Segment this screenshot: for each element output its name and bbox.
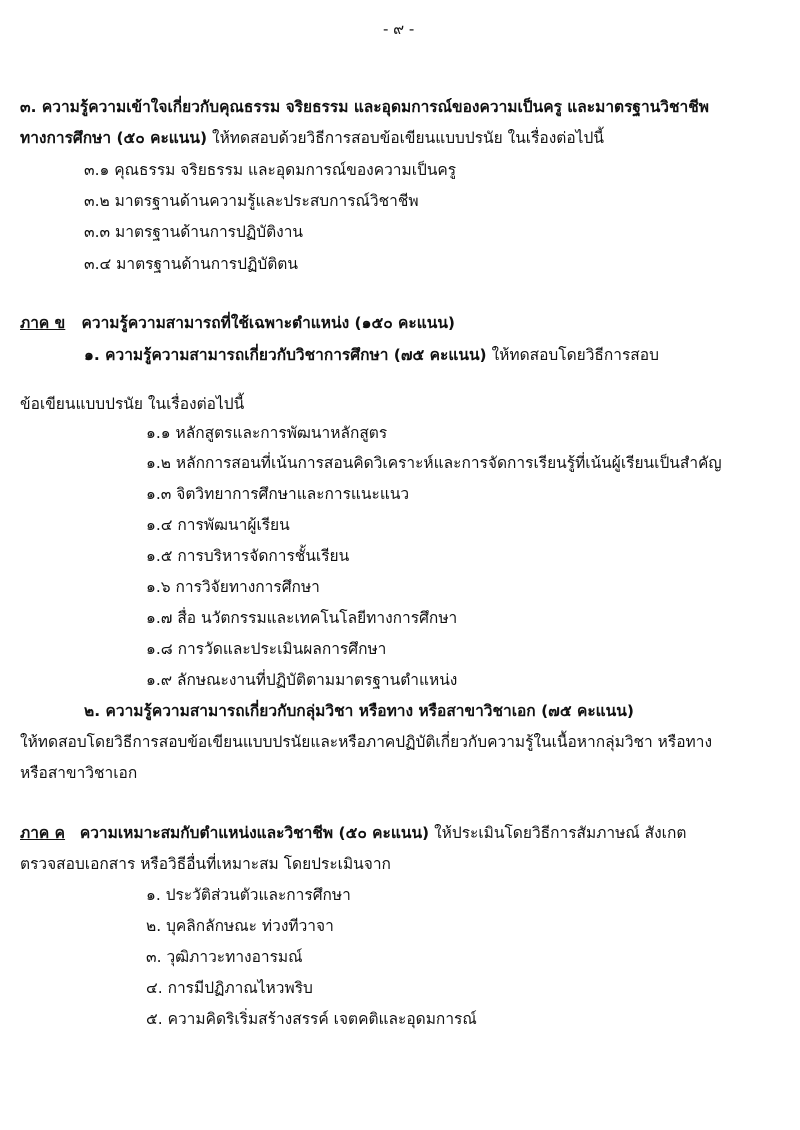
part-c-item: ๑. ประวัติส่วนตัวและการศึกษา (146, 886, 351, 904)
part-c-heading (20, 822, 686, 844)
section3-heading-line2 (20, 127, 604, 149)
part-c-item: ๕. ความคิดริเริ่มสร้างสรรค์ เจตคติและอุดมการณ์ (146, 1010, 477, 1028)
section3-heading-bold: ทางการศึกษา (๕๐ คะแนน) (20, 129, 208, 147)
part-c-title: ความเหมาะสมกับตำแหน่งและวิชาชีพ (๕๐ คะแนน) (79, 824, 430, 842)
part-b-heading (20, 312, 455, 334)
part-b-item: ๑.๔ การพัฒนาผู้เรียน (146, 516, 290, 534)
part-b-sub1-bold: ๑. ความรู้ความสามารถเกี่ยวกับวิชาการศึกษา (๗๕ คะแนน) (84, 346, 487, 364)
part-b-sub1-line2: ข้อเขียนแบบปรนัย ในเรื่องต่อไปนี้ (20, 395, 245, 413)
page-number: - ๙ - (383, 20, 415, 38)
section3-item: ๓.๓ มาตรฐานด้านการปฏิบัติงาน (84, 223, 304, 241)
part-b-sub2: ๒. ความรู้ความสามารถเกี่ยวกับกลุ่มวิชา หรือทาง หรือสาขาวิชาเอก (๗๕ คะแนน) (84, 702, 634, 720)
part-b-item: ๑.๘ การวัดและประเมินผลการศึกษา (146, 640, 387, 658)
part-b-sub1-rest: ให้ทดสอบโดยวิธีการสอบ (491, 346, 659, 364)
part-c-item: ๔. การมีปฏิภาณไหวพริบ (146, 979, 313, 997)
section3-item: ๓.๔ มาตรฐานด้านการปฏิบัติตน (84, 255, 298, 273)
part-b-sub1 (84, 344, 659, 366)
part-b-sub2-line2: หรือสาขาวิชาเอก (20, 764, 138, 782)
section3-heading-rest: ให้ทดสอบด้วยวิธีการสอบข้อเขียนแบบปรนัย ในเรื่องต่อไปนี้ (212, 129, 604, 147)
part-c-label: ภาค ค (20, 824, 66, 842)
part-b-item: ๑.๗ สื่อ นวัตกรรมและเทคโนโลยีทางการศึกษา (146, 609, 458, 627)
part-b-item: ๑.๕ การบริหารจัดการชั้นเรียน (146, 547, 350, 565)
part-c-item: ๒. บุคลิกลักษณะ ท่วงทีวาจา (146, 917, 334, 935)
part-b-sub2-line1: ให้ทดสอบโดยวิธีการสอบข้อเขียนแบบปรนัยและหรือภาคปฏิบัติเกี่ยวกับความรู้ในเนื้อหากลุ่มวิชา หรือทาง (20, 733, 713, 751)
part-b-item: ๑.๑ หลักสูตรและการพัฒนาหลักสูตร (146, 424, 388, 442)
part-c-title-rest: ให้ประเมินโดยวิธีการสัมภาษณ์ สังเกต (434, 824, 687, 842)
section3-item: ๓.๒ มาตรฐานด้านความรู้และประสบการณ์วิชาชีพ (84, 192, 419, 210)
part-b-item: ๑.๒ หลักการสอนที่เน้นการสอนคิดวิเคราะห์และการจัดการเรียนรู้ที่เน้นผู้เรียนเป็นสำคัญ (146, 454, 722, 472)
part-c-item: ๓. วุฒิภาวะทางอารมณ์ (146, 948, 303, 966)
part-b-item: ๑.๓ จิตวิทยาการศึกษาและการแนะแนว (146, 485, 410, 503)
part-b-item: ๑.๙ ลักษณะงานที่ปฏิบัติตามมาตรฐานตำแหน่ง (146, 671, 458, 689)
part-b-title: ความรู้ความสามารถที่ใช้เฉพาะตำแหน่ง (๑๕๐ คะแนน) (81, 314, 456, 332)
part-c-line2: ตรวจสอบเอกสาร หรือวิธีอื่นที่เหมาะสม โดยประเมินจาก (20, 855, 391, 873)
part-b-item: ๑.๖ การวิจัยทางการศึกษา (146, 578, 320, 596)
part-b-label: ภาค ข (20, 314, 66, 332)
section3-item: ๓.๑ คุณธรรม จริยธรรม และอุดมการณ์ของความเป็นครู (84, 161, 457, 179)
section3-heading-line1: ๓. ความรู้ความเข้าใจเกี่ยวกับคุณธรรม จริยธรรม และอุดมการณ์ของความเป็นครู และมาตรฐานวิชาชีพ (20, 98, 709, 116)
